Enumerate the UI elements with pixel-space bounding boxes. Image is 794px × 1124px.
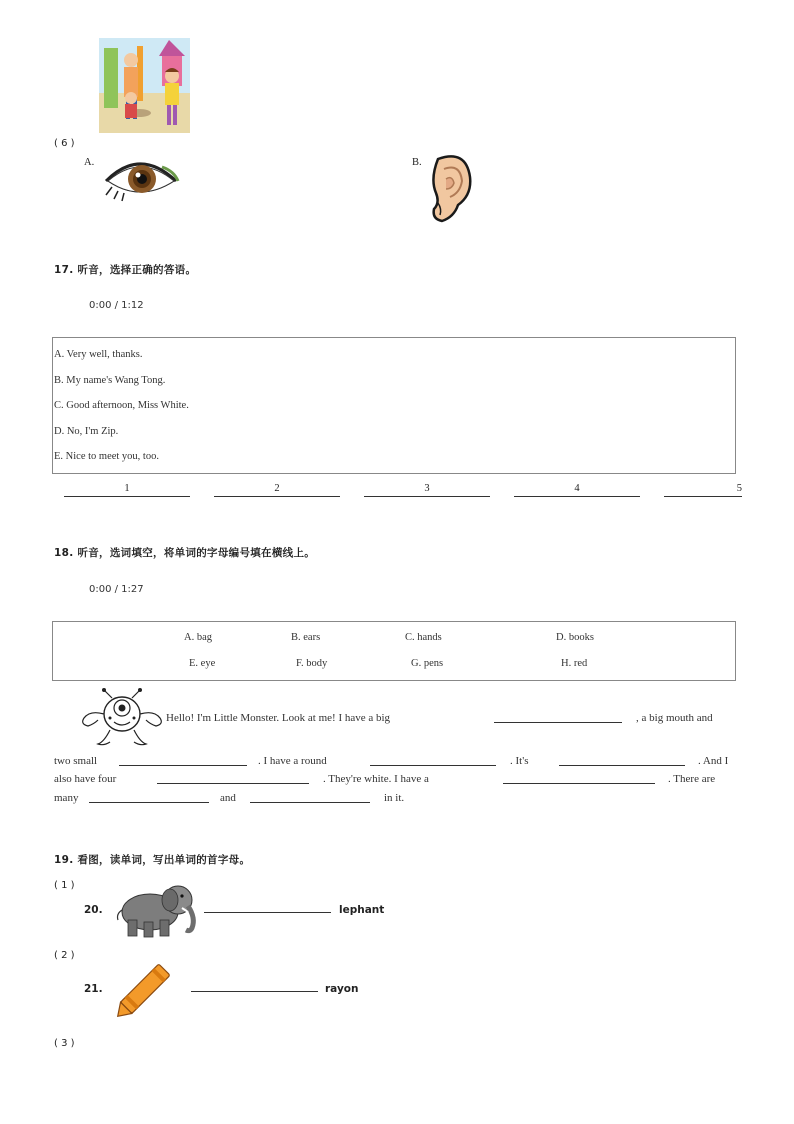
q17-answer-blank-1[interactable]: 1 [64,483,190,497]
q19-part1-label: ( 1 ) [54,880,75,891]
q18-blank-3[interactable] [370,755,496,766]
crayon-image [106,952,186,1024]
item-21-word: rayon [325,983,359,995]
q18-text-3: two small [54,755,98,767]
q18-word-box [52,621,736,681]
eye-image[interactable] [102,153,180,205]
q18-blank-6[interactable] [503,773,655,784]
q18-text-10: many [54,792,79,804]
q18-text-6: . And I [698,755,729,767]
q18-title: 18. 听音，选词填空，将单词的字母编号填在横线上。 [54,547,316,559]
ear-image[interactable] [426,153,474,223]
q18-word-b: B. ears [291,632,321,643]
q18-word-c: C. hands [405,632,442,643]
q18-blank-2[interactable] [119,755,247,766]
q18-text-4: . I have a round [258,755,327,767]
q17-option-a: A. Very well, thanks. [54,349,143,360]
q18-blank-4[interactable] [559,755,685,766]
q17-option-c: C. Good afternoon, Miss White. [54,400,189,411]
q18-blank-1[interactable] [494,712,622,723]
little-monster-image [78,688,166,748]
option-b-label: B. [412,157,422,168]
q18-text-5: . It's [510,755,529,767]
q17-answer-blank-2[interactable]: 2 [214,483,340,497]
item-21-number: 21. [84,983,103,995]
q18-text-11: and [220,792,236,804]
q17-option-b: B. My name's Wang Tong. [54,375,166,386]
q18-word-d: D. books [556,632,594,643]
q18-word-e: E. eye [189,658,216,669]
q19-part3-label: ( 3 ) [54,1038,75,1049]
item-20-blank[interactable] [204,902,331,913]
q18-text-12: in it. [384,792,405,804]
q17-answer-blank-3[interactable]: 3 [364,483,490,497]
item-21-blank[interactable] [191,981,318,992]
q18-text-8: . They're white. I have a [323,773,429,785]
q18-audio-player[interactable]: 0:00 / 1:27 [89,584,144,595]
q17-title: 17. 听音，选择正确的答语。 [54,264,197,276]
q17-answer-blank-5[interactable]: 5 [664,483,742,497]
playground-kids-image [99,38,190,133]
q18-word-f: F. body [296,658,328,669]
q18-blank-8[interactable] [250,792,370,803]
q18-word-g: G. pens [411,658,444,669]
q17-answer-blank-4[interactable]: 4 [514,483,640,497]
q18-word-h: H. red [561,658,588,669]
q17-option-e: E. Nice to meet you, too. [54,451,159,462]
item-20-word: lephant [339,904,385,916]
q16-part6-label: ( 6 ) [54,138,75,149]
item-20-number: 20. [84,904,103,916]
q19-title: 19. 看图，读单词，写出单词的首字母。 [54,854,251,866]
q18-text-1: Hello! I'm Little Monster. Look at me! I have a big [166,712,391,724]
q17-option-d: D. No, I'm Zip. [54,426,119,437]
q17-audio-player[interactable]: 0:00 / 1:12 [89,300,144,311]
q18-blank-7[interactable] [89,792,209,803]
option-a-label: A. [84,157,95,168]
q18-text-2: , a big mouth and [636,712,713,724]
elephant-image [110,882,200,938]
q18-blank-5[interactable] [157,773,309,784]
q18-text-7: also have four [54,773,117,785]
q18-text-9: . There are [668,773,716,785]
q18-word-a: A. bag [184,632,212,643]
q19-part2-label: ( 2 ) [54,950,75,961]
